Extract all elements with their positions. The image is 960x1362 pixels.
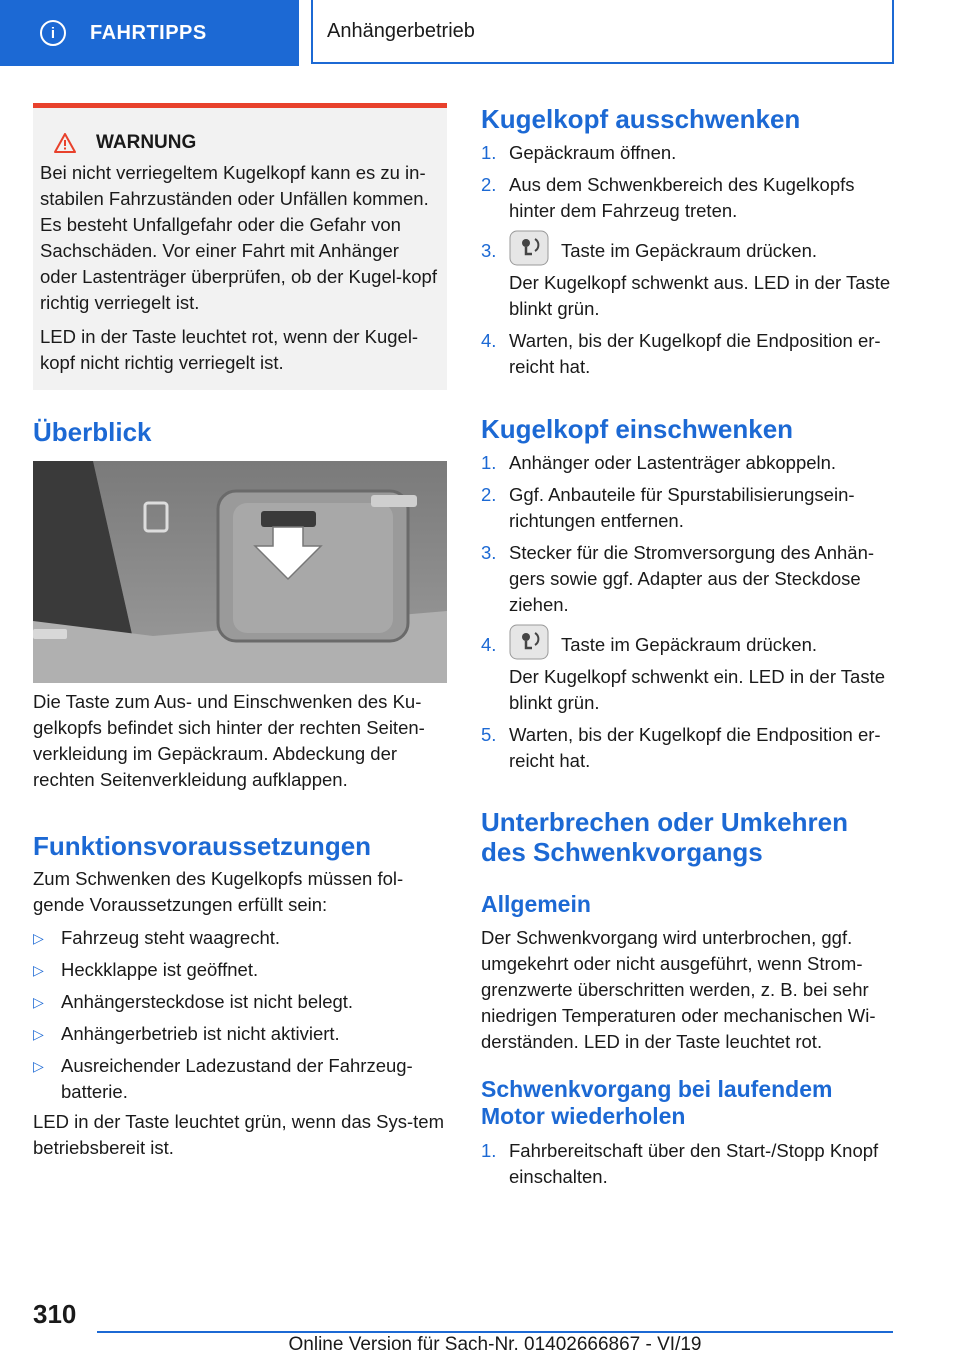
warning-text xyxy=(40,160,439,376)
requirements-list xyxy=(33,925,447,1111)
repeat-steps xyxy=(481,1138,895,1196)
list-item: 1. Fahrbereitschaft über den Start-/Stopp Knopf einschalten. xyxy=(481,1140,879,1187)
general-heading: Allgemein xyxy=(481,891,591,917)
list-item: ▷ Anhängersteckdose ist nicht belegt. xyxy=(33,989,447,1015)
requirements-heading: Funktionsvoraussetzungen xyxy=(33,831,372,861)
step-note: Der Kugelkopf schwenkt aus. LED in der Taste blinkt grün. xyxy=(509,272,891,320)
requirements-intro: Zum Schwenken des Kugelkopfs müssen fol-gende Voraussetzungen erfüllt sein: xyxy=(33,868,404,915)
list-item: 4. Taste im Gepäckraum drücken. Der Kugelkopf schwenkt ein. LED in der Taste blinkt grün. xyxy=(481,632,895,716)
warning-paragraph: Bei nicht verriegeltem Kugelkopf kann es zu in-stabilen Fahrzuständen oder Unfällen kommen. Es besteht Unfallgefahr oder die Gefahr von Sachschäden. Vor einer Fahrt mit Anhänger oder Lastenträger überprüfen, ob der Kugel-kopf richtig verriegelt ist. xyxy=(40,162,437,313)
list-item: 2. Aus dem Schwenkbereich des Kugelkopfs hinter dem Fahrzeug treten. xyxy=(481,174,855,221)
requirements-outro: LED in der Taste leuchtet grün, wenn das Sys-tem betriebsbereit ist. xyxy=(33,1111,444,1158)
section-label: FAHRTIPPS xyxy=(90,21,207,44)
footer-divider xyxy=(97,1331,893,1333)
list-item: 1. Anhänger oder Lastenträger abkoppeln. xyxy=(481,452,837,473)
list-item: 5. Warten, bis der Kugelkopf die Endposition er-reicht hat. xyxy=(481,724,881,772)
page-number: 310 xyxy=(33,1299,77,1329)
swing-in-steps xyxy=(481,450,895,780)
swing-out-heading: Kugelkopf ausschwenken xyxy=(481,104,801,134)
list-item: ▷ Fahrzeug steht waagrecht. xyxy=(33,925,447,951)
bullet-triangle-icon: ▷ xyxy=(33,962,44,978)
repeat-heading: Schwenkvorgang bei laufendem Motor wiederholen xyxy=(481,1076,833,1129)
chapter-title: Anhängerbetrieb xyxy=(327,19,475,42)
info-icon: i xyxy=(40,20,66,46)
overview-heading: Überblick xyxy=(33,417,152,447)
step-note: Der Kugelkopf schwenkt ein. LED in der Taste blinkt grün. xyxy=(509,666,886,714)
bullet-triangle-icon: ▷ xyxy=(33,1026,44,1042)
list-item: 2. Ggf. Anbauteile für Spurstabilisierungsein-richtungen entfernen. xyxy=(481,484,855,531)
overview-text: Die Taste zum Aus- und Einschwenken des Ku-gelkopfs befindet sich hinter der rechten Seiten-verkleidung im Gepäckraum. Abdeckung der rechten Seitenverkleidung aufklappen. xyxy=(33,691,425,790)
chapter-header xyxy=(311,0,894,64)
list-item: ▷ Heckklappe ist geöffnet. xyxy=(33,957,447,983)
warning-title-row xyxy=(54,132,439,154)
swing-in-heading: Kugelkopf einschwenken xyxy=(481,414,794,444)
list-item: 4. Warten, bis der Kugelkopf die Endposition er-reicht hat. xyxy=(481,330,881,378)
interrupt-heading: Unterbrechen oder Umkehren des Schwenkvorgangs xyxy=(481,807,848,867)
swing-out-steps xyxy=(481,140,895,386)
bullet-triangle-icon: ▷ xyxy=(33,994,44,1010)
list-item: ▷ Anhängerbetrieb ist nicht aktiviert. xyxy=(33,1021,447,1047)
list-item: 3. Stecker für die Stromversorgung des Anhän-gers sowie ggf. Adapter aus der Steckdose ziehen. xyxy=(481,542,875,615)
warning-triangle-icon xyxy=(54,133,76,153)
tow-hitch-button-icon xyxy=(509,230,549,266)
list-item: 1. Gepäckraum öffnen. xyxy=(481,142,677,163)
footer-text: Online Version für Sach-Nr. 01402666867 - VI/19 xyxy=(288,1334,702,1355)
list-item: 3. Taste im Gepäckraum drücken. Der Kugelkopf schwenkt aus. LED in der Taste blinkt grün. xyxy=(481,238,895,322)
bullet-triangle-icon: ▷ xyxy=(33,1058,44,1074)
general-text: Der Schwenkvorgang wird unterbrochen, ggf. umgekehrt oder nicht ausgeführt, wenn Strom-grenzwerte überschritten werden, z. B. bei sehr niedrigen Temperaturen oder mechanischen Wi-derständen. LED in der Taste leuchtet rot. xyxy=(481,927,876,1052)
warning-box xyxy=(33,103,447,390)
bullet-triangle-icon: ▷ xyxy=(33,930,44,946)
section-tab[interactable] xyxy=(0,0,299,66)
warning-paragraph: LED in der Taste leuchtet rot, wenn der Kugel-kopf nicht richtig verriegelt ist. xyxy=(40,326,419,373)
trunk-photo xyxy=(33,461,447,683)
warning-title: WARNUNG xyxy=(96,132,197,153)
tow-hitch-button-icon xyxy=(509,624,549,660)
list-item: ▷ Ausreichender Ladezustand der Fahrzeug-batterie. xyxy=(33,1055,413,1102)
